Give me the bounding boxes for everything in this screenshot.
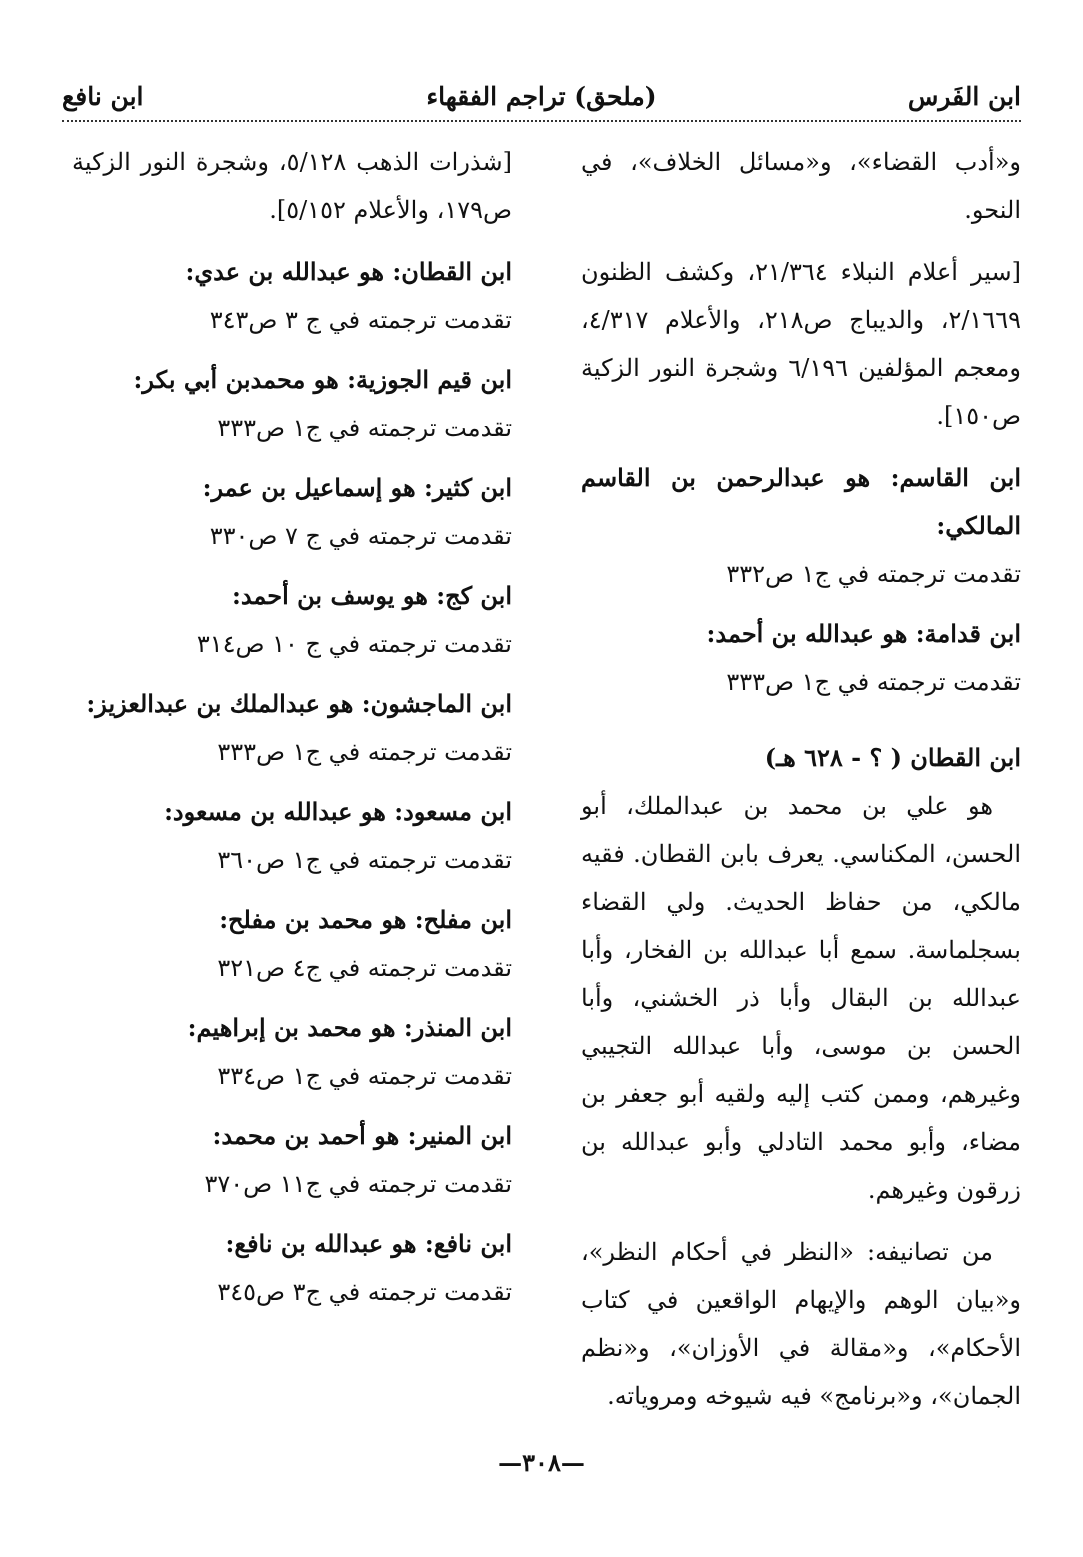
entry-heading: ابن كثير: هو إسماعيل بن عمر:: [202, 473, 512, 502]
entry-heading: ابن مسعود: هو عبدالله بن مسعود:: [164, 797, 512, 826]
cross-reference-entry: [72, 896, 512, 992]
entry-heading: ابن الماجشون: هو عبدالملك بن عبدالعزيز:: [86, 689, 512, 718]
header-center-title: (ملحق) تراجم الفقهاء: [426, 81, 657, 111]
entry-reference: تقدمت ترجمته في ج١ ص٣٣٢: [726, 560, 1021, 588]
header-dotted-rule: [62, 120, 1021, 122]
entry-heading: ابن نافع: هو عبدالله بن نافع:: [225, 1229, 512, 1258]
cross-reference-entry: [72, 356, 512, 452]
entry-heading: ابن المنير: هو أحمد بن محمد:: [212, 1121, 512, 1150]
cross-reference-entry: [581, 610, 1021, 706]
header-right-title: ابن الفَرس: [907, 81, 1021, 111]
entry-heading: ابن كج: هو يوسف بن أحمد:: [231, 581, 512, 610]
page-number: —٣٠٨—: [498, 1448, 585, 1477]
cross-reference-entry: [72, 1220, 512, 1316]
biography-paragraph: هو علي بن محمد بن عبدالملك، أبو الحسن، المكناسي. يعرف بابن القطان. فقيه مالكي، من حفاظ الحديث. ولي القضاء بسجلماسة. سمع أبا عبدالله بن الفخار، وأبا عبدالله بن البقال وأبا ذر الخشني، وأبا الحسن بن موسى، وأبا عبدالله التجيبي وغيرهم، وممن كتب إليه ولقيه أبو جعفر بن مضاء، وأبو محمد التادلي وأبو عبدالله بن زرقون وغيرهم.: [581, 792, 1021, 1204]
cross-reference-entry: [72, 1112, 512, 1208]
header-left-title: ابن نافع: [62, 81, 144, 111]
entry-reference: تقدمت ترجمته في ج١ ص٣٣٣: [217, 414, 512, 442]
biography-works-paragraph: من تصانيفه: «النظر في أحكام النظر»، و«بيان الوهم والإيهام الواقعين في كتاب الأحكام»، و«مقالة في الأوزان»، و«نظم الجمان»، و«برنامج» فيه شيوخه ومروياته.: [581, 1238, 1021, 1410]
entry-heading: ابن القاسم: هو عبدالرحمن بن القاسم المالكي:: [581, 463, 1021, 540]
reference-list: [سير أعلام النبلاء ٢١/٣٦٤، وكشف الظنون ٢/١٦٦٩، والديباج ص٢١٨، والأعلام ٤/٣١٧، ومعجم المؤلفين ٦/١٩٦ وشجرة النور الزكية ص١٥٠].: [581, 258, 1021, 430]
entry-reference: تقدمت ترجمته في ج١ ص٣٣٤: [217, 1062, 512, 1090]
entry-reference: تقدمت ترجمته في ج٤ ص٣٢١: [217, 954, 512, 982]
cross-reference-entry: [72, 1004, 512, 1100]
entry-reference: تقدمت ترجمته في ج١١ ص٣٧٠: [204, 1170, 512, 1198]
entry-reference: تقدمت ترجمته في ج٣ ص٣٤٥: [217, 1278, 512, 1306]
entry-reference: تقدمت ترجمته في ج١ ص٣٣٣: [217, 738, 512, 766]
entry-reference: تقدمت ترجمته في ج ١٠ ص٣١٤: [196, 630, 512, 658]
cross-reference-entry: [72, 788, 512, 884]
entry-reference: تقدمت ترجمته في ج ٣ ص٣٤٣: [209, 306, 512, 334]
entry-reference: تقدمت ترجمته في ج١ ص٣٦٠: [217, 846, 512, 874]
intro-continuation: و«أدب القضاء»، و«مسائل الخلاف»، في النحو.: [581, 148, 1021, 224]
entry-heading: ابن القطان: هو عبدالله بن عدي:: [185, 257, 512, 286]
running-header: [62, 76, 1021, 116]
right-column: [581, 138, 1021, 1434]
cross-reference-entry: [581, 454, 1021, 598]
entry-reference: تقدمت ترجمته في ج١ ص٣٣٣: [726, 668, 1021, 696]
cross-reference-entry: [72, 248, 512, 344]
cross-reference-entry: [72, 572, 512, 668]
entry-heading: ابن قيم الجوزية: هو محمدبن أبي بكر:: [133, 365, 512, 394]
entry-heading: ابن مفلح: هو محمد بن مفلح:: [219, 905, 512, 934]
cross-reference-entry: [72, 680, 512, 776]
cross-reference-entry: [72, 464, 512, 560]
entry-heading: ابن قدامة: هو عبدالله بن أحمد:: [706, 619, 1021, 648]
reference-list-continuation: [شذرات الذهب ٥/١٢٨، وشجرة النور الزكية ص١٧٩، والأعلام ٥/١٥٢].: [72, 148, 513, 224]
biography-title: ابن القطان ( ؟ - ٦٢٨ هـ): [764, 743, 1021, 772]
left-column: [72, 138, 512, 1328]
entry-heading: ابن المنذر: هو محمد بن إبراهيم:: [187, 1013, 512, 1042]
entry-reference: تقدمت ترجمته في ج ٧ ص٣٣٠: [209, 522, 512, 550]
